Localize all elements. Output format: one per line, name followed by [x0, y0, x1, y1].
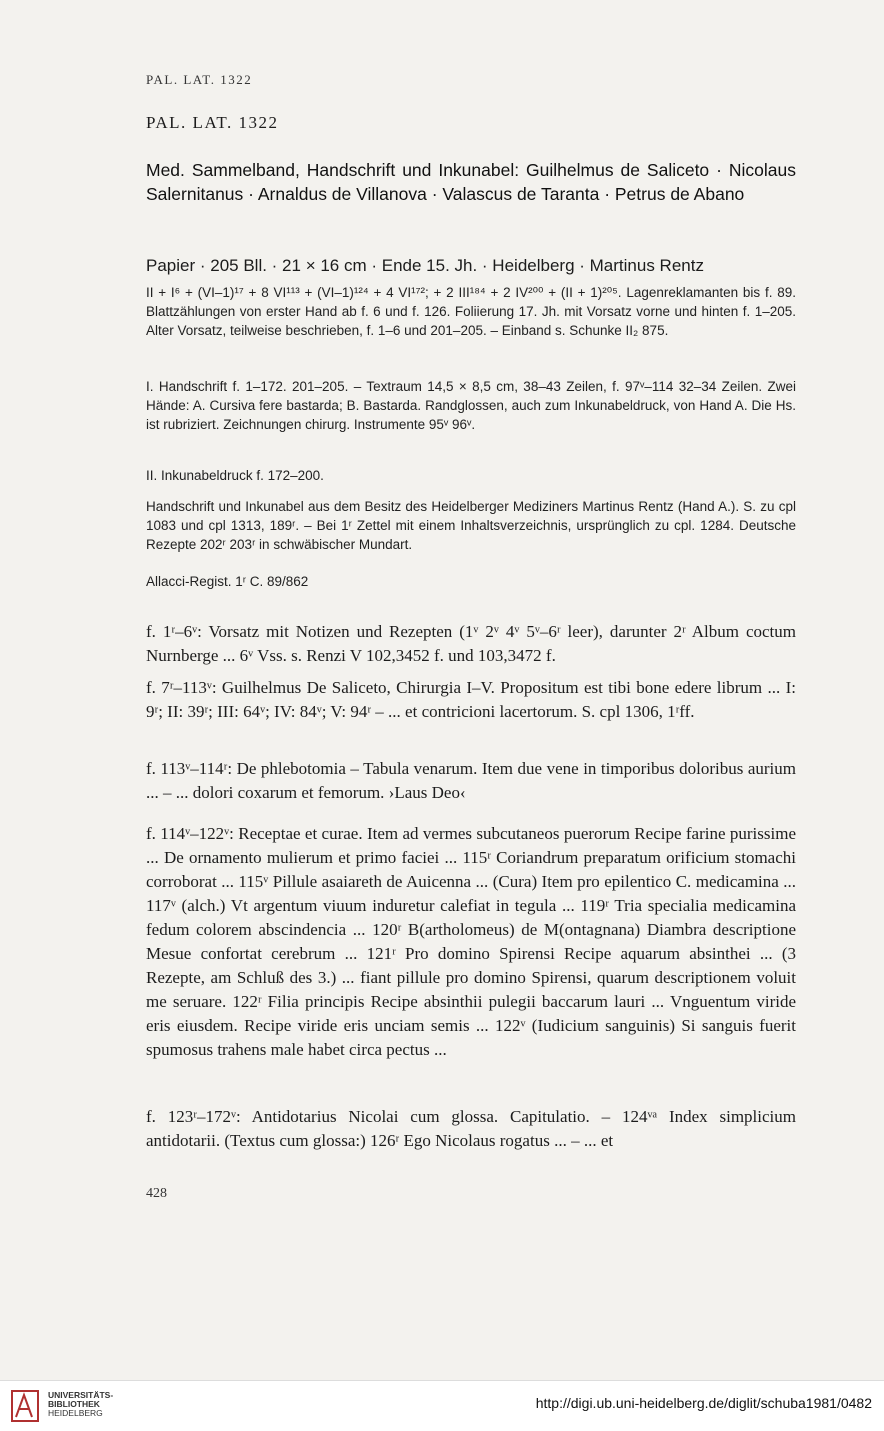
entry-folio-113-114: f. 113ᵛ–114ʳ: De phlebotomia – Tabula venarum. Item due vene in timporibus doloribus aurium ... – ... dolori coxarum et femorum. ›Laus Deo‹ [146, 759, 796, 802]
entry-folio-1-6: f. 1ʳ–6ᵛ: Vorsatz mit Notizen und Rezepten (1ᵛ 2ᵛ 4ᵛ 5ᵛ–6ʳ leer), darunter 2ʳ Album coctum Nurnberge ... 6ᵛ Vss. s. Renzi V 102,3452 f. und 103,3472 f. [146, 622, 796, 665]
part-two-description: II. Inkunabeldruck f. 172–200. [146, 468, 324, 483]
library-name-line2: BIBLIOTHEK [48, 1399, 100, 1409]
library-logo-icon [10, 1385, 40, 1425]
entry-folio-7-113: f. 7ʳ–113ᵛ: Guilhelmus De Saliceto, Chirurgia I–V. Propositum est tibi bone edere librum ... I: 9ʳ; II: 39ʳ; III: 64ᵛ; IV: 84ᵛ; V: 94ʳ – ... et contricioni lacertorum. S. cpl 1306, 1ʳff. [146, 678, 796, 721]
running-head: PAL. LAT. 1322 [146, 72, 253, 87]
collation-paragraph: II + I⁶ + (VI–1)¹⁷ + 8 VI¹¹³ + (VI–1)¹²⁴ + 4 VI¹⁷²; + 2 III¹⁸⁴ + 2 IV²⁰⁰ + (II + 1)²⁰⁵. Lagenreklamanten bis f. 89. Blattzählungen von erster Hand ab f. 6 und f. 126. Foliierung 17. Jh. mit Vorsatz vorne und hinten f. 1–205. Alter Vorsatz, teilweise beschrieben, f. 1–6 und 201–205. – Einband s. Schunke II₂ 875. [146, 285, 796, 338]
allacci-register: Allacci-Regist. 1ʳ C. 89/862 [146, 574, 309, 589]
library-name [48, 1391, 113, 1418]
entry-folio-114-122: f. 114ᵛ–122ᵛ: Receptae et curae. Item ad vermes subcutaneos puerorum Recipe farine purissime ... De ornamento mulierum et primo faciei ... 115ʳ Coriandrum preparatum orificium stomachi corroborat ... 115ᵛ Pillule asaiareth de Auicenna ... (Cura) Item pro epilentico C. medicamina ... 117ᵛ (alch.) Vt argentum viuum induretur calefiat in tegula ... 119ʳ Tria specialia medicamina fedum colorem abscindencia ... 120ʳ B(artholomeus) de M(ontagnana) Diambra descriptione Mesue confortat cerebrum ... 121ʳ Pro domino Spirensi Recipe aquarum absinthei ... (3 Rezepte, am Schluß des 3.) ... fiant pillule pro domino Spirensi, quarum descriptionem voluit me seruare. 122ʳ Filia principis Recipe absinthii pulegii baccarum lauri ... Vnguentum viride eris eiusdem. Recipe viride eris unciam semis ... 122ᵛ (Iudicium sanguinis) Si sanguis fuerit spumosus trahens male habet circa pectus ... [146, 824, 796, 1059]
provenance-paragraph: Handschrift und Inkunabel aus dem Besitz des Heidelberger Mediziners Martinus Rentz (Hand A.). S. zu cpl 1083 und cpl 1313, 189ʳ. – Bei 1ʳ Zettel mit einem Inhaltsverzeichnis, ursprünglich zu cpl. 1284. Deutsche Rezepte 202ʳ 203ʳ in schwäbischer Mundart. [146, 499, 796, 552]
source-url-link[interactable]: http://digi.ub.uni-heidelberg.de/diglit/schuba1981/0482 [535, 1395, 872, 1411]
part-one-description: I. Handschrift f. 1–172. 201–205. – Textraum 14,5 × 8,5 cm, 38–43 Zeilen, f. 97ᵛ–114 32–34 Zeilen. Zwei Hände: A. Cursiva fere bastarda; B. Bastarda. Randglossen, auch zum Inkunabeldruck, von Hand A. Die Hs. ist rubriziert. Zeichnungen chirurg. Instrumente 95ᵛ 96ᵛ. [146, 379, 796, 432]
physical-description: Papier · 205 Bll. · 21 × 16 cm · Ende 15. Jh. · Heidelberg · Martinus Rentz [146, 256, 704, 275]
manuscript-title: Med. Sammelband, Handschrift und Inkunabel: Guilhelmus de Saliceto · Nicolaus Salernitanus · Arnaldus de Villanova · Valascus de Taranta · Petrus de Abano [146, 160, 796, 204]
page-number: 428 [146, 1186, 167, 1201]
shelfmark-heading: PAL. LAT. 1322 [146, 113, 279, 132]
footer-bar [0, 1380, 884, 1431]
library-name-line1: UNIVERSITÄTS- [48, 1390, 114, 1400]
entry-folio-123-172: f. 123ʳ–172ᵛ: Antidotarius Nicolai cum glossa. Capitulatio. – 124ᵛᵃ Index simplicium antidotarii. (Textus cum glossa:) 126ʳ Ego Nicolaus rogatus ... – ... et [146, 1107, 796, 1150]
library-name-line3: HEIDELBERG [48, 1408, 103, 1418]
